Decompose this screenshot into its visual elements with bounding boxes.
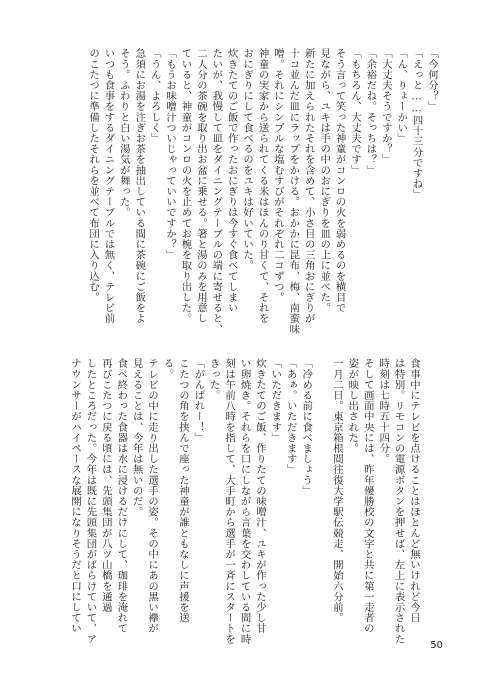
text-line: 「あぁ。いただきます」 — [284, 358, 297, 475]
text-line: おにぎりにして食べるのをユキは好いていた。 — [241, 48, 254, 271]
text-line: は特別。リモコンの電源ボタンを押せば、左上に表示された — [392, 358, 405, 645]
text-line: きった。 — [207, 358, 220, 401]
text-line: 炊きたてのご飯で作ったおにぎりは今すぐ食べてしまい — [225, 48, 238, 313]
text-line: 「えっと……四十三分ですね」 — [410, 48, 423, 200]
text-line: 一月二日。東京箱根間往復大学駅伝競走、開始六分前。 — [330, 358, 343, 623]
text-line: 「大丈夫そうですか？」 — [379, 48, 392, 165]
text-line: 「がんばれー！」 — [192, 358, 205, 443]
text-line: 神童の実家から送られてくる米はほんのり甘くて、それを — [256, 48, 269, 324]
text-line: 食事中にテレビを点けることはほとんど無いけれど今日 — [408, 358, 420, 623]
text-line: 「もちろん、大丈夫です」 — [348, 48, 361, 176]
text-line: 再びこたつに戻る頃には、先頭集団が八ツ山橋を通過 — [99, 358, 112, 613]
text-line: 「ん、りょーかい」 — [395, 48, 408, 144]
text-line: ていると、神童がコンロの火を止めてお椀を取り出した。 — [179, 48, 192, 324]
text-line: 十コ並んだ皿にラップをかける。おかかに昆布、梅、南蛮味 — [287, 48, 300, 335]
text-line: 二人分の茶碗を取り出お盆に乗せる。箸と湯のみを用意し — [194, 48, 207, 324]
page-number: 50 — [430, 640, 443, 651]
text-line: 「今何分？」 — [426, 48, 438, 112]
text-line: 新たに加えられたそれを含めて、小さ目の三角おにぎりが — [302, 48, 315, 324]
text-line: い卵焼き。それらを口にしながら言葉を交わしている間に時 — [238, 358, 251, 645]
text-line: 炊きたてのご飯、作りたての味噌汁、ユキが作った少し甘 — [253, 358, 266, 634]
text-line: 時刻は七時五十四分。 — [377, 358, 390, 464]
text-line: たいが、我慢して皿をダイニングテーブルの端に寄せると、 — [210, 48, 223, 335]
text-line: ナウンサーがハイペースな展開になりそうだと口にしてい — [69, 358, 82, 634]
text-line: そして画面中央には、昨年優勝校の文字と共に第一走者の — [361, 358, 374, 634]
lower-text-block — [69, 358, 421, 658]
text-line: こたつの角を挟んで座った神童が誰ともなしに声援を送 — [176, 358, 189, 623]
text-line: そう言って笑った神童がコンロの火を弱めるのを横目で — [333, 48, 346, 313]
text-line: テレビの中に走り出した選手の姿。その中にあの黒い襷が — [146, 358, 159, 634]
text-line: 見ながら、ユキは手の中のおにぎりを皿の上に並べた。 — [318, 48, 331, 313]
upper-text-block — [19, 48, 439, 348]
text-line: 姿が映し出された。 — [346, 358, 359, 454]
text-line: 噌。それにシンプルな塩むすびがそれぞれ二コずつ。 — [271, 48, 284, 303]
text-line: いつも食事をするダイニングテーブルでは無く、テレビ前 — [102, 48, 115, 324]
text-line: 「余裕だね。そっちは？」 — [364, 48, 377, 176]
text-line: 急須にお湯を注ぎお茶を抽出している間に茶碗にご飯をよ — [133, 48, 146, 324]
text-line: 「冷める前に食べましょう」 — [300, 358, 313, 496]
text-line — [313, 358, 328, 658]
text-line: 見えることは、今年は無いのだ。 — [130, 358, 143, 517]
text-line: 「うん、よろしく」 — [148, 48, 161, 144]
text-line: 「いただきます」 — [269, 358, 282, 443]
text-line: 食べ終わった食器は水に浸けるだけにして、珈琲を淹れて — [115, 358, 128, 634]
text-line: のこたつに準備したそれらを並べて布団に入り込む。 — [87, 48, 100, 303]
text-line: 刻は午前八時を指して、大手町から選手が一斉にスタートを — [223, 358, 236, 645]
text-line: 「もうお味噌汁ついじゃっていいですか？」 — [164, 48, 177, 260]
text-line: したところだった。今年は既に先頭集団がばらけていて、ア — [84, 358, 97, 645]
text-line: る。 — [161, 358, 174, 380]
text-line: そう。ふわりと白い湯気が舞った。 — [117, 48, 130, 218]
